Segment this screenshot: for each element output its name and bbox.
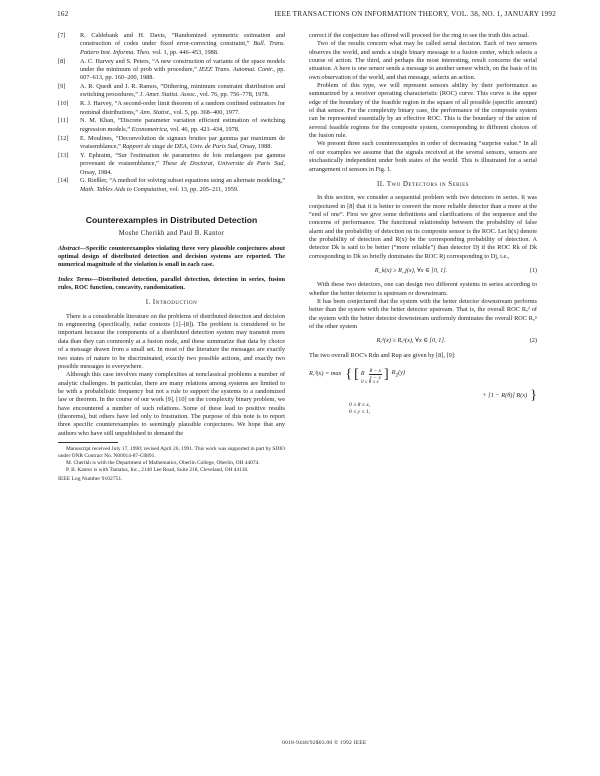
series-paragraph-4: The two overall ROC's Rdn and Rup are given by [8], [9]:	[309, 351, 456, 359]
equation-3: Rₑᵈ(x) = max { [ R $\frac{\theta - x}{y - x}$ ] $R_2(y)$ 0 ≤ θ ≤ x + [1 − R(θ)] R(x) } 0 ≤ θ ≤ x, 0 ≤ y ≤ 1,	[309, 366, 537, 416]
reference-text: A. R. Quedi and J. R. Ramos, “Dithering, minimum constraint distribution and switching procedures,” J. Amer. Statist. Assoc., vol. 76, pp. 756–778, 1978.	[80, 83, 285, 99]
equation-2-body: Rₑᵈ(x) ≥ Rᵤᵖ(x), ∀x ∈ [0, 1].	[376, 337, 446, 345]
reference-text: A. C. Harvey and S. Peters, “A new construction of variants of the space models under the minimum of prob with procedure,” IEEE Trans. Automat. Contr., pp. 607–613, pp. 160–200, 1988.	[80, 57, 285, 82]
reference-number: [12]	[58, 134, 69, 142]
reference-list	[58, 32, 285, 194]
reference-number: [11]	[58, 117, 69, 125]
abstract-label: Abstract—	[58, 244, 86, 252]
equation-1-body: R_k(x) ≥ R_j(x), ∀x ∈ [0, 1].	[374, 266, 448, 274]
reference-item	[58, 32, 285, 57]
paper-title: Counterexamples in Distributed Detection	[85, 215, 258, 226]
reference-item	[58, 58, 285, 83]
body-paragraph-serial: Two of the results concern what may be called serial decision. Each of two sensors observes the world, and sends a single binary message to a fusion center, which selects a course of action. The third, and perhaps the most interesting, result concerns the serial situation. A here is one sensor sends a message to another sensor which, on the basis of its own observation of the world, and that message, selects an action.	[309, 40, 537, 81]
equation-3-condition-2: 0 ≤ y ≤ 1,	[349, 409, 371, 416]
equation-3-second-row: + [1 − R(θ)] R(x)	[482, 392, 528, 400]
reference-number: [9]	[58, 83, 66, 91]
equation-2-number: (2)	[529, 337, 537, 345]
reference-text: N. M. Khan, “Discrete parameter variation efficient estimation of switching regression models,” Econometrica, vol. 46, pp. 421–434, 1978.	[80, 117, 285, 133]
reference-number: [8]	[58, 57, 66, 65]
body-paragraph-counterexamples: We present three such counterexamples in order of decreasing “surprise value.” In all of our examples we assume that the signals received at the several sensors, sensors are stochastically independent under both states of the world. This is illustrated for a serial arrangement of sensors in Fig. 1.	[309, 140, 537, 173]
section-heading-series: II. Two Detectors in Series	[377, 180, 469, 188]
footnote-rule	[58, 442, 118, 443]
page-number: 162	[57, 10, 69, 18]
section-heading-introduction: I. Introduction	[145, 299, 198, 307]
reference-text: R. Caldebank and H. Davis, “Randomized symmetric estimation and construction of codes under fixed error-correcting constraint,” Bull. Trans. Pattern Inst. Informa. Theo. vol. 1, pp. 446–453, 1988.	[80, 32, 285, 56]
reference-item	[58, 152, 285, 177]
series-paragraph-1: In this section, we consider a sequential problem with two detectors in series. It was conjectured in [8] that it is better to convert the more reliable detector than a more at the “end of one”. First we give some definitions and clarifications of the sequence and the concerns of performance. The functional relationship between the probability of false alarm and the probability of detection on its composite sensor is the ROC. Let h(x) denote the probability of detection and R(x) be the corresponding probability of detection. A detector Dk is said to be better (“more reliable”) than detector Dj if the ROC Rk of Dk corresponding to Dk so briefly dominates the ROC Rj corresponding to Dj, i.e.,	[309, 194, 537, 260]
footnote-author-1: M. Cherikh is with the Department of Mathematics, Oberlin College, Oberlin, OH 44074.	[66, 459, 260, 466]
reference-text: G. Rießler, “A method for solving subset equations using an alternate modeling,” Math. Tables Aids to Computation, vol. 13, pp. 205–211, 1959.	[80, 177, 285, 193]
equation-3-condition-1: 0 ≤ θ ≤ x,	[349, 402, 371, 409]
index-terms-text: Distributed detection, parallel detection, detection in series, fusion rules, ROC function, concavity, randomization.	[58, 275, 285, 292]
intro-paragraph-1: There is a considerable literature on the problems of distributed detection and decision in engineering (specifically, radar contexts [1]–[8]). The problem is considered to be important because the components of a distributed detection system may transmit more data than they can commonly at a fusion node, and these summarize that data by choice of a message drawn from a small set. In most of the literature the messages are exactly two states of nature to be discriminated, exactly two possible actions, and exactly two possible messages to everywhere.	[58, 312, 285, 370]
reference-number: [7]	[58, 32, 66, 39]
reference-item	[58, 100, 285, 117]
ieee-log-number: IEEE Log Number 9102751.	[58, 475, 123, 482]
series-paragraph-2: With these two detectors, one can design two different systems in series according to whether the better detector is upstream or downstream.	[309, 281, 537, 297]
equation-2	[309, 337, 537, 345]
reference-item	[58, 135, 285, 152]
intro-paragraph-2: Although this case involves many complexities at nonclassical problems a number of analytic challenges. In particular, there are many relations among systems are limited to be with a probabilistic frequency but not a rule to support the systems to a randomized law or theorem. In the course of our work [9], [10] on the complexity binary problem, we have encountered a number of such relations. Some of these lead to positive results (theorems), but others have led only to frustration. The purpose of this note is to report three specific counterexamples to seemingly plausible conjectures. We hope that any authors who have still unpublished to demand the	[58, 371, 285, 437]
equation-1	[309, 267, 537, 275]
running-header: IEEE TRANSACTIONS ON INFORMATION THEORY, VOL. 38, NO. 1, JANUARY 1992	[274, 10, 556, 18]
body-paragraph-roc: Problem of this type, we will represent sensors ability by their performance as summarized by a receiver operating characteristic (ROC) curve. This curve is the upper edge of the boundary of the feasible region in the square of all possible (specific amount) of that sensor. For the complexity binary case, the performance of the composite system can be represented essentially by an effective ROC. This is the boundary of the union of several feasible regions for the composite system, corresponding to different choices of the fusion rule.	[309, 82, 537, 140]
abstract-text: Specific counterexamples violating three very plausible conjectures about optimal design of distributed detection and decision systems are reported. The numerical magnitude of the violation is small in each case.	[58, 244, 285, 269]
equation-3-subscript: 0 ≤ θ ≤ x	[361, 380, 379, 386]
reference-text: R. J. Harvey, “A second-order limit theorem of a random confined estimators for nominal distributions,” Ann. Statist., vol. 5, pp. 368–400, 1977.	[80, 100, 285, 116]
reference-number: [13]	[58, 151, 69, 159]
reference-item	[58, 177, 285, 194]
continued-paragraph: correct if the conjecture has offered will proceed for the ring to see the truth this actual.	[309, 32, 530, 39]
paper-authors: Moshe Cherikh and Paul B. Kantor	[118, 230, 225, 238]
reference-text: Y. Ephraim, “Sur l'estimation de parametres de lois melangees par gamma provenant de vraisemblance,” These de Doctorat, Universite de Paris Sud, Orsay, 1984.	[80, 151, 286, 176]
left-column	[58, 32, 285, 483]
equation-3-lhs: Rₑᵈ(x) = max	[309, 370, 342, 378]
equation-1-number: (1)	[529, 266, 537, 274]
series-paragraph-3: It has been conjectured that the system with the better detector downstream performs better than the system with the better detector upstream. That is, the overall ROC Rₑᵈ of the system with the better detector downstream uniformly dominates the overall ROC Rᵤᵖ of the other system	[309, 297, 537, 330]
index-terms-label: Index Terms—	[58, 275, 99, 283]
reference-text: E. Moulines, “Deconvolution de signaux bruites par gamma par maximum de vraisemblance,” Rapport de stage de DEA, Univ. de Paris Sud, Orsay, 1988.	[80, 134, 285, 150]
footnote-manuscript: Manuscript received July 17, 1990; revised April 26, 1991. This work was supported in part by SDIO under ONR Contract No. N00014-87-C0891.	[58, 445, 285, 459]
footnotes	[58, 446, 285, 483]
reference-item	[58, 117, 285, 134]
reference-number: [14]	[58, 177, 69, 185]
index-terms	[58, 276, 285, 293]
copyright-line: 0018-9448/92$03.00 © 1992 IEEE	[282, 740, 367, 746]
reference-number: [10]	[58, 100, 69, 108]
reference-item	[58, 83, 285, 100]
footnote-author-2: P. B. Kantor is with Tantalus, Inc., 2140 Lee Road, Suite 218, Cleveland, OH 44118.	[66, 466, 249, 473]
right-column	[309, 32, 537, 424]
abstract	[58, 245, 285, 270]
